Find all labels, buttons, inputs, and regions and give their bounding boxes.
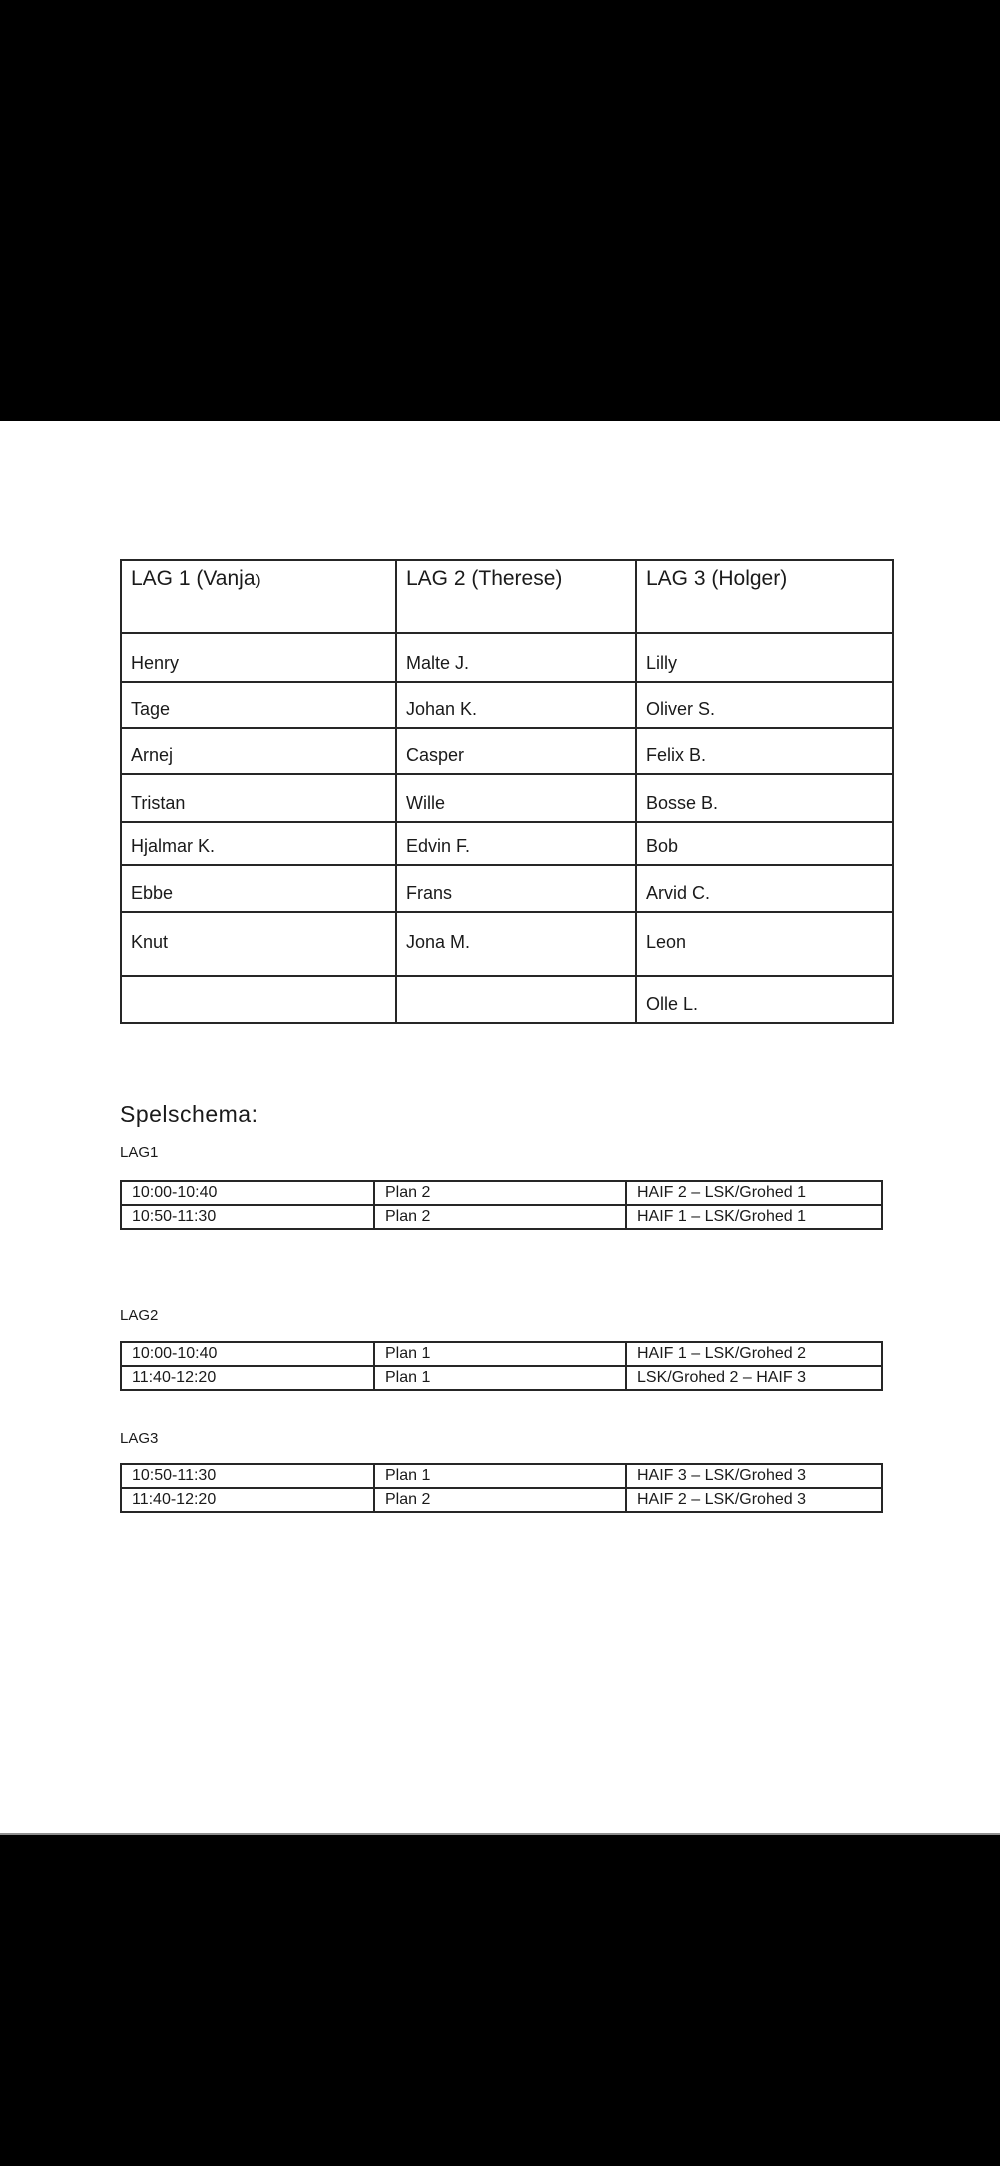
schedule-match-cell: LSK/Grohed 2 – HAIF 3	[626, 1366, 882, 1390]
roster-cell: Edvin F.	[396, 822, 636, 865]
roster-row	[121, 774, 893, 822]
lag2-section-label: LAG2	[120, 1307, 159, 1324]
roster-cell: Casper	[396, 728, 636, 774]
roster-row	[121, 682, 893, 728]
roster-cell: Knut	[121, 912, 396, 976]
schedule-field-cell: Plan 2	[374, 1205, 626, 1229]
schedule-time-cell: 11:40-12:20	[121, 1488, 374, 1512]
roster-cell: Henry	[121, 633, 396, 682]
roster-header-row	[121, 560, 893, 633]
roster-cell: Tristan	[121, 774, 396, 822]
lag3-schedule-table	[120, 1463, 883, 1513]
schedule-field-cell: Plan 1	[374, 1366, 626, 1390]
roster-row	[121, 865, 893, 912]
schedule-row	[121, 1181, 882, 1205]
roster-row	[121, 912, 893, 976]
schedule-time-cell: 11:40-12:20	[121, 1366, 374, 1390]
letterbox-bottom	[0, 1833, 1000, 2166]
roster-row	[121, 728, 893, 774]
roster-cell: Felix B.	[636, 728, 893, 774]
roster-cell: Arvid C.	[636, 865, 893, 912]
lag3-section-label: LAG3	[120, 1430, 159, 1447]
roster-row	[121, 976, 893, 1023]
roster-cell: Wille	[396, 774, 636, 822]
schedule-time-cell: 10:50-11:30	[121, 1464, 374, 1488]
roster-cell: Ebbe	[121, 865, 396, 912]
schedule-field-cell: Plan 1	[374, 1464, 626, 1488]
schedule-time-cell: 10:50-11:30	[121, 1205, 374, 1229]
roster-header-lag2: LAG 2 (Therese)	[396, 560, 636, 633]
schedule-field-cell: Plan 2	[374, 1488, 626, 1512]
roster-cell: Bob	[636, 822, 893, 865]
roster-cell: Arnej	[121, 728, 396, 774]
roster-header-lag1	[121, 560, 396, 633]
schedule-row	[121, 1205, 882, 1229]
lag1-section-label: LAG1	[120, 1144, 159, 1161]
letterbox-top	[0, 0, 1000, 421]
roster-header-lag3: LAG 3 (Holger)	[636, 560, 893, 633]
schedule-row	[121, 1342, 882, 1366]
team-roster-table	[120, 559, 894, 1024]
roster-cell: Olle L.	[636, 976, 893, 1023]
roster-row	[121, 633, 893, 682]
schedule-field-cell: Plan 1	[374, 1342, 626, 1366]
roster-cell: Tage	[121, 682, 396, 728]
roster-header-lag1-text: LAG 1 (Vanja	[131, 567, 256, 590]
roster-cell: Oliver S.	[636, 682, 893, 728]
roster-row	[121, 822, 893, 865]
schedule-match-cell: HAIF 1 – LSK/Grohed 2	[626, 1342, 882, 1366]
roster-cell: Bosse B.	[636, 774, 893, 822]
schedule-row	[121, 1464, 882, 1488]
lag2-schedule-table	[120, 1341, 883, 1391]
roster-cell: Jona M.	[396, 912, 636, 976]
roster-cell: Hjalmar K.	[121, 822, 396, 865]
roster-header-lag1-paren: )	[255, 572, 261, 589]
schedule-row	[121, 1366, 882, 1390]
schedule-heading: Spelschema:	[120, 1101, 259, 1127]
roster-cell: Leon	[636, 912, 893, 976]
schedule-time-cell: 10:00-10:40	[121, 1181, 374, 1205]
schedule-match-cell: HAIF 2 – LSK/Grohed 1	[626, 1181, 882, 1205]
schedule-row	[121, 1488, 882, 1512]
roster-cell: Frans	[396, 865, 636, 912]
schedule-field-cell: Plan 2	[374, 1181, 626, 1205]
roster-cell	[396, 976, 636, 1023]
schedule-time-cell: 10:00-10:40	[121, 1342, 374, 1366]
schedule-match-cell: HAIF 1 – LSK/Grohed 1	[626, 1205, 882, 1229]
document-page	[0, 421, 1000, 1833]
schedule-match-cell: HAIF 3 – LSK/Grohed 3	[626, 1464, 882, 1488]
roster-cell	[121, 976, 396, 1023]
schedule-match-cell: HAIF 2 – LSK/Grohed 3	[626, 1488, 882, 1512]
lag1-schedule-table	[120, 1180, 883, 1230]
roster-cell: Johan K.	[396, 682, 636, 728]
roster-cell: Malte J.	[396, 633, 636, 682]
roster-cell: Lilly	[636, 633, 893, 682]
